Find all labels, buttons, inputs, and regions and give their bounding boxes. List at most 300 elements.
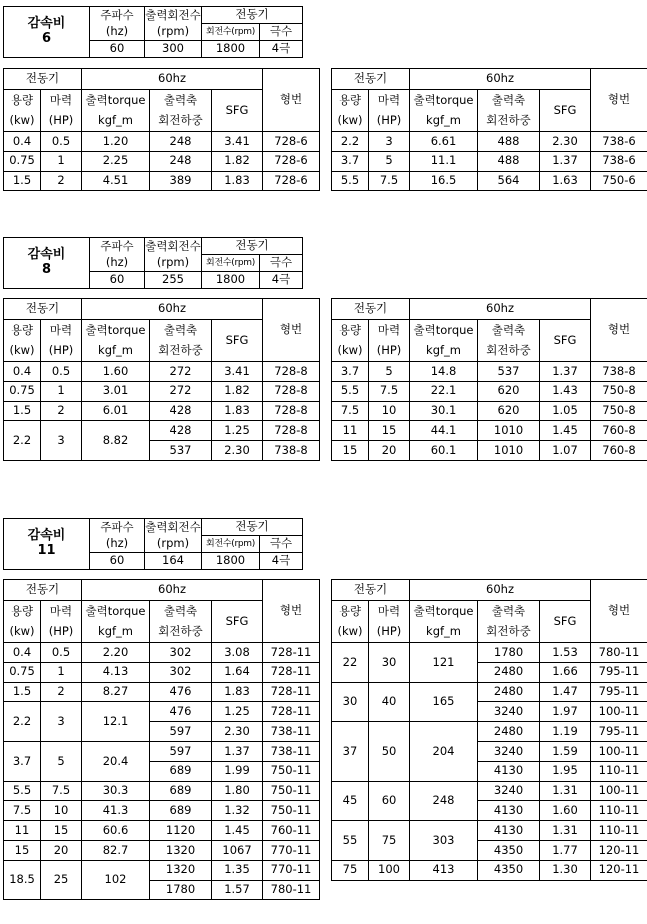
torque-cell: 165 xyxy=(410,682,478,722)
torque-cell: 82.7 xyxy=(82,840,150,860)
hp-cell: 20 xyxy=(369,441,410,461)
sfg-cell: 1.37 xyxy=(212,741,263,761)
shaft-load-cell: 302 xyxy=(150,643,212,663)
capacity-cell: 11 xyxy=(332,421,369,441)
model-header: 형번 xyxy=(263,299,320,362)
sfg-cell: 1.25 xyxy=(212,421,263,441)
shaft-load-cell: 389 xyxy=(150,171,212,191)
shaft-load-cell: 3240 xyxy=(478,702,540,722)
model-cell: 760-8 xyxy=(591,441,647,461)
capacity-header: 용량 xyxy=(332,90,369,111)
capacity-cell: 3.7 xyxy=(332,151,369,171)
poles-value: 4극 xyxy=(260,272,303,289)
shaft-header: 출력축 xyxy=(150,601,212,622)
table-row xyxy=(4,362,320,382)
model-cell: 110-11 xyxy=(591,801,647,821)
table-row xyxy=(332,643,647,663)
torque-cell: 4.13 xyxy=(82,662,150,682)
torque-cell: 14.8 xyxy=(410,362,478,382)
torque-cell: 248 xyxy=(410,781,478,821)
out-rpm-value: 255 xyxy=(145,272,202,289)
freq-label: 주파수 xyxy=(90,7,145,24)
spec-table-right xyxy=(331,68,647,191)
shaft-load-cell: 597 xyxy=(150,741,212,761)
sfg-cell: 1.99 xyxy=(212,761,263,781)
shaft-load-cell: 4130 xyxy=(478,821,540,841)
ratio-value: 8 xyxy=(41,262,52,277)
shaft-load-cell: 597 xyxy=(150,722,212,742)
hp-cell: 15 xyxy=(41,821,82,841)
shaft-load-cell: 4130 xyxy=(478,801,540,821)
model-cell: 760-8 xyxy=(591,421,647,441)
sfg-cell: 1.59 xyxy=(540,741,591,761)
sfg-cell: 1.47 xyxy=(540,682,591,702)
table-row xyxy=(332,722,647,742)
model-cell: 110-11 xyxy=(591,761,647,781)
model-cell: 728-11 xyxy=(263,662,320,682)
hp-cell: 0.5 xyxy=(41,132,82,152)
capacity-cell: 7.5 xyxy=(4,801,41,821)
out-rpm-label: 출력회전수 xyxy=(145,519,201,534)
model-cell: 100-11 xyxy=(591,781,647,801)
torque-unit: kgf_m xyxy=(410,341,478,362)
table-row xyxy=(332,682,647,702)
freq-label: 주파수 xyxy=(90,519,145,536)
ratio-info-table xyxy=(3,6,303,58)
hz-header: 60hz xyxy=(82,69,263,90)
sfg-cell: 1.80 xyxy=(212,781,263,801)
sfg-cell: 1.83 xyxy=(212,171,263,191)
model-cell: 728-6 xyxy=(263,132,320,152)
torque-cell: 4.51 xyxy=(82,171,150,191)
motor-rpm-value: 1800 xyxy=(202,41,260,58)
model-cell: 728-6 xyxy=(263,171,320,191)
shaft-load-cell: 1320 xyxy=(150,840,212,860)
shaft-load-cell: 428 xyxy=(150,401,212,421)
freq-unit: (hz) xyxy=(90,255,145,272)
shaft-load-cell: 272 xyxy=(150,381,212,401)
torque-header: 출력torque xyxy=(82,601,150,622)
sfg-cell: 1.35 xyxy=(212,860,263,880)
freq-value: 60 xyxy=(90,553,145,570)
ratio-title xyxy=(4,238,90,289)
capacity-cell: 0.75 xyxy=(4,662,41,682)
sfg-cell: 1.19 xyxy=(540,722,591,742)
hp-cell: 75 xyxy=(369,821,410,861)
sfg-cell: 1.83 xyxy=(212,401,263,421)
motor-rpm-value: 1800 xyxy=(202,553,260,570)
sfg-cell: 1.43 xyxy=(540,381,591,401)
torque-unit: kgf_m xyxy=(82,622,150,643)
model-cell: 120-11 xyxy=(591,860,647,880)
shaft-load-cell: 3240 xyxy=(478,741,540,761)
model-cell: 750-11 xyxy=(263,781,320,801)
model-header: 형번 xyxy=(591,580,647,643)
hp-cell: 2 xyxy=(41,682,82,702)
torque-header: 출력torque xyxy=(82,90,150,111)
ratio-label: 감속비 xyxy=(27,247,66,263)
shaft-load-cell: 1120 xyxy=(150,821,212,841)
model-cell: 728-6 xyxy=(263,151,320,171)
model-cell: 738-8 xyxy=(591,362,647,382)
model-cell: 728-11 xyxy=(263,643,320,663)
sfg-header: SFG xyxy=(540,320,591,362)
model-cell: 728-11 xyxy=(263,702,320,722)
sfg-cell: 1.05 xyxy=(540,401,591,421)
hp-cell: 10 xyxy=(41,801,82,821)
model-cell: 750-6 xyxy=(591,171,647,191)
torque-header: 출력torque xyxy=(82,320,150,341)
hp-cell: 50 xyxy=(369,722,410,781)
capacity-cell: 0.75 xyxy=(4,381,41,401)
torque-header: 출력torque xyxy=(410,90,478,111)
poles-value: 4극 xyxy=(260,553,303,570)
shaft-load-cell: 3240 xyxy=(478,781,540,801)
spec-table-left xyxy=(3,298,320,461)
freq-unit: (hz) xyxy=(90,536,145,553)
shaft-header: 출력축 xyxy=(478,601,540,622)
model-cell: 795-11 xyxy=(591,662,647,682)
table-row xyxy=(332,132,647,152)
shaft-load-cell: 564 xyxy=(478,171,540,191)
capacity-unit: (kw) xyxy=(332,111,369,132)
shaft-load-cell: 302 xyxy=(150,662,212,682)
table-row xyxy=(4,132,320,152)
spec-table-right xyxy=(331,298,647,461)
shaft-load-unit: 회전하중 xyxy=(150,111,212,132)
table-row xyxy=(332,362,647,382)
capacity-unit: (kw) xyxy=(4,111,41,132)
spec-table-right xyxy=(331,579,647,881)
torque-cell: 60.6 xyxy=(82,821,150,841)
model-header: 형번 xyxy=(263,69,320,132)
model-cell: 750-11 xyxy=(263,801,320,821)
table-row xyxy=(332,421,647,441)
table-row xyxy=(332,381,647,401)
ratio-title xyxy=(4,519,90,570)
sfg-header: SFG xyxy=(212,320,263,362)
sfg-header: SFG xyxy=(540,601,591,643)
poles-label: 극수 xyxy=(260,255,303,272)
table-row xyxy=(4,662,320,682)
motor-header: 전동기 xyxy=(332,580,410,601)
capacity-cell: 30 xyxy=(332,682,369,722)
torque-cell: 30.1 xyxy=(410,401,478,421)
sfg-cell: 1.77 xyxy=(540,840,591,860)
motor-header: 전동기 xyxy=(4,580,82,601)
torque-cell: 3.01 xyxy=(82,381,150,401)
sfg-cell: 1.31 xyxy=(540,821,591,841)
shaft-load-cell: 1010 xyxy=(478,421,540,441)
shaft-load-unit: 회전하중 xyxy=(150,622,212,643)
out-rpm-label: 출력회전수 xyxy=(145,238,201,253)
out-rpm-unit: (rpm) xyxy=(145,24,202,41)
model-cell: 728-8 xyxy=(263,362,320,382)
out-rpm-value: 300 xyxy=(145,41,202,58)
hp-cell: 40 xyxy=(369,682,410,722)
out-rpm-value: 164 xyxy=(145,553,202,570)
sfg-cell: 3.41 xyxy=(212,362,263,382)
model-header: 형번 xyxy=(263,580,320,643)
capacity-cell: 75 xyxy=(332,860,369,880)
motor-label: 전동기 xyxy=(202,7,303,24)
shaft-load-cell: 689 xyxy=(150,781,212,801)
motor-rpm-label: 회전수(rpm) xyxy=(202,536,260,553)
out-rpm-unit: (rpm) xyxy=(145,255,202,272)
model-cell: 750-8 xyxy=(591,401,647,421)
torque-cell: 22.1 xyxy=(410,381,478,401)
capacity-unit: (kw) xyxy=(4,341,41,362)
shaft-load-cell: 488 xyxy=(478,132,540,152)
sfg-cell: 1.37 xyxy=(540,151,591,171)
shaft-load-cell: 2480 xyxy=(478,722,540,742)
hp-unit: (HP) xyxy=(41,341,82,362)
capacity-cell: 2.2 xyxy=(4,702,41,742)
hp-cell: 15 xyxy=(369,421,410,441)
sfg-header: SFG xyxy=(212,601,263,643)
shaft-load-cell: 1780 xyxy=(150,880,212,900)
hz-header: 60hz xyxy=(410,69,591,90)
capacity-cell: 22 xyxy=(332,643,369,683)
out-rpm-label: 출력회전수 xyxy=(145,7,201,22)
hp-cell: 7.5 xyxy=(41,781,82,801)
model-cell: 728-8 xyxy=(263,381,320,401)
table-row xyxy=(4,702,320,722)
ratio-label: 감속비 xyxy=(27,16,66,32)
torque-header: 출력torque xyxy=(410,320,478,341)
hz-header: 60hz xyxy=(410,299,591,320)
capacity-cell: 0.75 xyxy=(4,151,41,171)
capacity-cell: 1.5 xyxy=(4,401,41,421)
torque-unit: kgf_m xyxy=(82,341,150,362)
table-row xyxy=(332,821,647,841)
capacity-cell: 3.7 xyxy=(332,362,369,382)
model-cell: 780-11 xyxy=(591,643,647,663)
hp-cell: 1 xyxy=(41,662,82,682)
sfg-cell: 2.30 xyxy=(212,441,263,461)
torque-cell: 1.20 xyxy=(82,132,150,152)
torque-cell: 12.1 xyxy=(82,702,150,742)
model-cell: 738-11 xyxy=(263,741,320,761)
shaft-load-cell: 1780 xyxy=(478,643,540,663)
shaft-load-unit: 회전하중 xyxy=(478,622,540,643)
model-header: 형번 xyxy=(591,69,647,132)
sfg-cell: 1.82 xyxy=(212,381,263,401)
hp-header: 마력 xyxy=(41,90,82,111)
model-cell: 100-11 xyxy=(591,741,647,761)
shaft-header: 출력축 xyxy=(150,90,212,111)
torque-cell: 30.3 xyxy=(82,781,150,801)
capacity-unit: (kw) xyxy=(4,622,41,643)
torque-cell: 8.27 xyxy=(82,682,150,702)
shaft-load-cell: 476 xyxy=(150,682,212,702)
motor-header: 전동기 xyxy=(4,69,82,90)
model-cell: 780-11 xyxy=(263,880,320,900)
hp-cell: 2 xyxy=(41,171,82,191)
table-row xyxy=(332,860,647,880)
model-cell: 738-6 xyxy=(591,151,647,171)
hp-unit: (HP) xyxy=(369,622,410,643)
hp-cell: 5 xyxy=(369,362,410,382)
capacity-cell: 5.5 xyxy=(332,381,369,401)
shaft-load-cell: 689 xyxy=(150,761,212,781)
hp-cell: 1 xyxy=(41,381,82,401)
hp-cell: 100 xyxy=(369,860,410,880)
model-cell: 760-11 xyxy=(263,821,320,841)
model-cell: 795-11 xyxy=(591,722,647,742)
sfg-cell: 1.32 xyxy=(212,801,263,821)
freq-unit: (hz) xyxy=(90,24,145,41)
hp-cell: 7.5 xyxy=(369,171,410,191)
model-cell: 795-11 xyxy=(591,682,647,702)
shaft-load-cell: 248 xyxy=(150,151,212,171)
shaft-header: 출력축 xyxy=(478,320,540,341)
sfg-cell: 1.95 xyxy=(540,761,591,781)
sfg-cell: 3.08 xyxy=(212,643,263,663)
motor-label: 전동기 xyxy=(202,238,303,255)
sfg-cell: 1.30 xyxy=(540,860,591,880)
shaft-load-cell: 248 xyxy=(150,132,212,152)
torque-cell: 6.61 xyxy=(410,132,478,152)
sfg-cell: 1067 xyxy=(212,840,263,860)
table-row xyxy=(332,151,647,171)
spec-table-left xyxy=(3,579,320,900)
torque-cell: 60.1 xyxy=(410,441,478,461)
shaft-load-cell: 4130 xyxy=(478,761,540,781)
hp-cell: 5 xyxy=(41,741,82,781)
hp-cell: 3 xyxy=(41,702,82,742)
sfg-cell: 2.30 xyxy=(540,132,591,152)
model-cell: 728-8 xyxy=(263,421,320,441)
torque-header: 출력torque xyxy=(410,601,478,622)
poles-label: 극수 xyxy=(260,24,303,41)
shaft-load-unit: 회전하중 xyxy=(478,341,540,362)
sfg-cell: 1.60 xyxy=(540,801,591,821)
hp-cell: 25 xyxy=(41,860,82,900)
sfg-cell: 2.30 xyxy=(212,722,263,742)
torque-cell: 204 xyxy=(410,722,478,781)
table-row xyxy=(4,840,320,860)
sfg-cell: 1.07 xyxy=(540,441,591,461)
hp-cell: 3 xyxy=(41,421,82,461)
table-row xyxy=(4,421,320,441)
torque-cell: 303 xyxy=(410,821,478,861)
torque-cell: 121 xyxy=(410,643,478,683)
hp-cell: 7.5 xyxy=(369,381,410,401)
torque-cell: 2.20 xyxy=(82,643,150,663)
sfg-cell: 1.37 xyxy=(540,362,591,382)
hp-cell: 5 xyxy=(369,151,410,171)
hp-cell: 10 xyxy=(369,401,410,421)
model-cell: 738-8 xyxy=(263,441,320,461)
motor-label: 전동기 xyxy=(202,519,303,536)
torque-cell: 413 xyxy=(410,860,478,880)
capacity-header: 용량 xyxy=(332,601,369,622)
torque-cell: 1.60 xyxy=(82,362,150,382)
model-cell: 100-11 xyxy=(591,702,647,722)
shaft-load-cell: 620 xyxy=(478,381,540,401)
model-cell: 728-11 xyxy=(263,682,320,702)
table-row xyxy=(4,781,320,801)
shaft-load-cell: 1320 xyxy=(150,860,212,880)
ratio-label: 감속비 xyxy=(27,528,66,544)
capacity-cell: 3.7 xyxy=(4,741,41,781)
hp-unit: (HP) xyxy=(41,111,82,132)
torque-cell: 20.4 xyxy=(82,741,150,781)
torque-cell: 102 xyxy=(82,860,150,900)
capacity-cell: 1.5 xyxy=(4,171,41,191)
shaft-load-cell: 272 xyxy=(150,362,212,382)
capacity-header: 용량 xyxy=(4,320,41,341)
table-row xyxy=(4,821,320,841)
sfg-cell: 1.82 xyxy=(212,151,263,171)
hp-header: 마력 xyxy=(41,601,82,622)
shaft-load-cell: 4350 xyxy=(478,860,540,880)
table-row xyxy=(332,781,647,801)
table-row xyxy=(332,401,647,421)
table-row xyxy=(4,381,320,401)
capacity-cell: 11 xyxy=(4,821,41,841)
torque-unit: kgf_m xyxy=(410,111,478,132)
shaft-load-cell: 537 xyxy=(478,362,540,382)
capacity-cell: 37 xyxy=(332,722,369,781)
torque-unit: kgf_m xyxy=(410,622,478,643)
freq-value: 60 xyxy=(90,41,145,58)
ratio-info-table xyxy=(3,518,303,570)
motor-rpm-label: 회전수(rpm) xyxy=(202,24,260,41)
table-row xyxy=(332,441,647,461)
motor-rpm-label: 회전수(rpm) xyxy=(202,255,260,272)
model-cell: 738-11 xyxy=(263,722,320,742)
capacity-cell: 2.2 xyxy=(332,132,369,152)
freq-value: 60 xyxy=(90,272,145,289)
sfg-header: SFG xyxy=(212,90,263,132)
shaft-header: 출력축 xyxy=(150,320,212,341)
model-cell: 770-11 xyxy=(263,840,320,860)
table-row xyxy=(4,741,320,761)
table-row xyxy=(4,643,320,663)
shaft-load-cell: 2480 xyxy=(478,662,540,682)
sfg-cell: 1.45 xyxy=(212,821,263,841)
table-row xyxy=(4,401,320,421)
sfg-cell: 1.64 xyxy=(212,662,263,682)
shaft-load-cell: 689 xyxy=(150,801,212,821)
table-row xyxy=(4,171,320,191)
model-cell: 770-11 xyxy=(263,860,320,880)
torque-cell: 16.5 xyxy=(410,171,478,191)
hp-cell: 0.5 xyxy=(41,643,82,663)
capacity-cell: 5.5 xyxy=(4,781,41,801)
shaft-load-cell: 476 xyxy=(150,702,212,722)
table-row xyxy=(4,860,320,880)
out-rpm-unit: (rpm) xyxy=(145,536,202,553)
ratio-value: 6 xyxy=(41,31,52,46)
sfg-cell: 1.83 xyxy=(212,682,263,702)
table-row xyxy=(4,801,320,821)
table-row xyxy=(4,682,320,702)
capacity-cell: 15 xyxy=(4,840,41,860)
hp-cell: 0.5 xyxy=(41,362,82,382)
motor-header: 전동기 xyxy=(4,299,82,320)
hp-header: 마력 xyxy=(41,320,82,341)
model-cell: 750-8 xyxy=(591,381,647,401)
capacity-cell: 0.4 xyxy=(4,362,41,382)
shaft-load-cell: 537 xyxy=(150,441,212,461)
torque-cell: 44.1 xyxy=(410,421,478,441)
hp-cell: 2 xyxy=(41,401,82,421)
model-cell: 110-11 xyxy=(591,821,647,841)
capacity-header: 용량 xyxy=(4,90,41,111)
